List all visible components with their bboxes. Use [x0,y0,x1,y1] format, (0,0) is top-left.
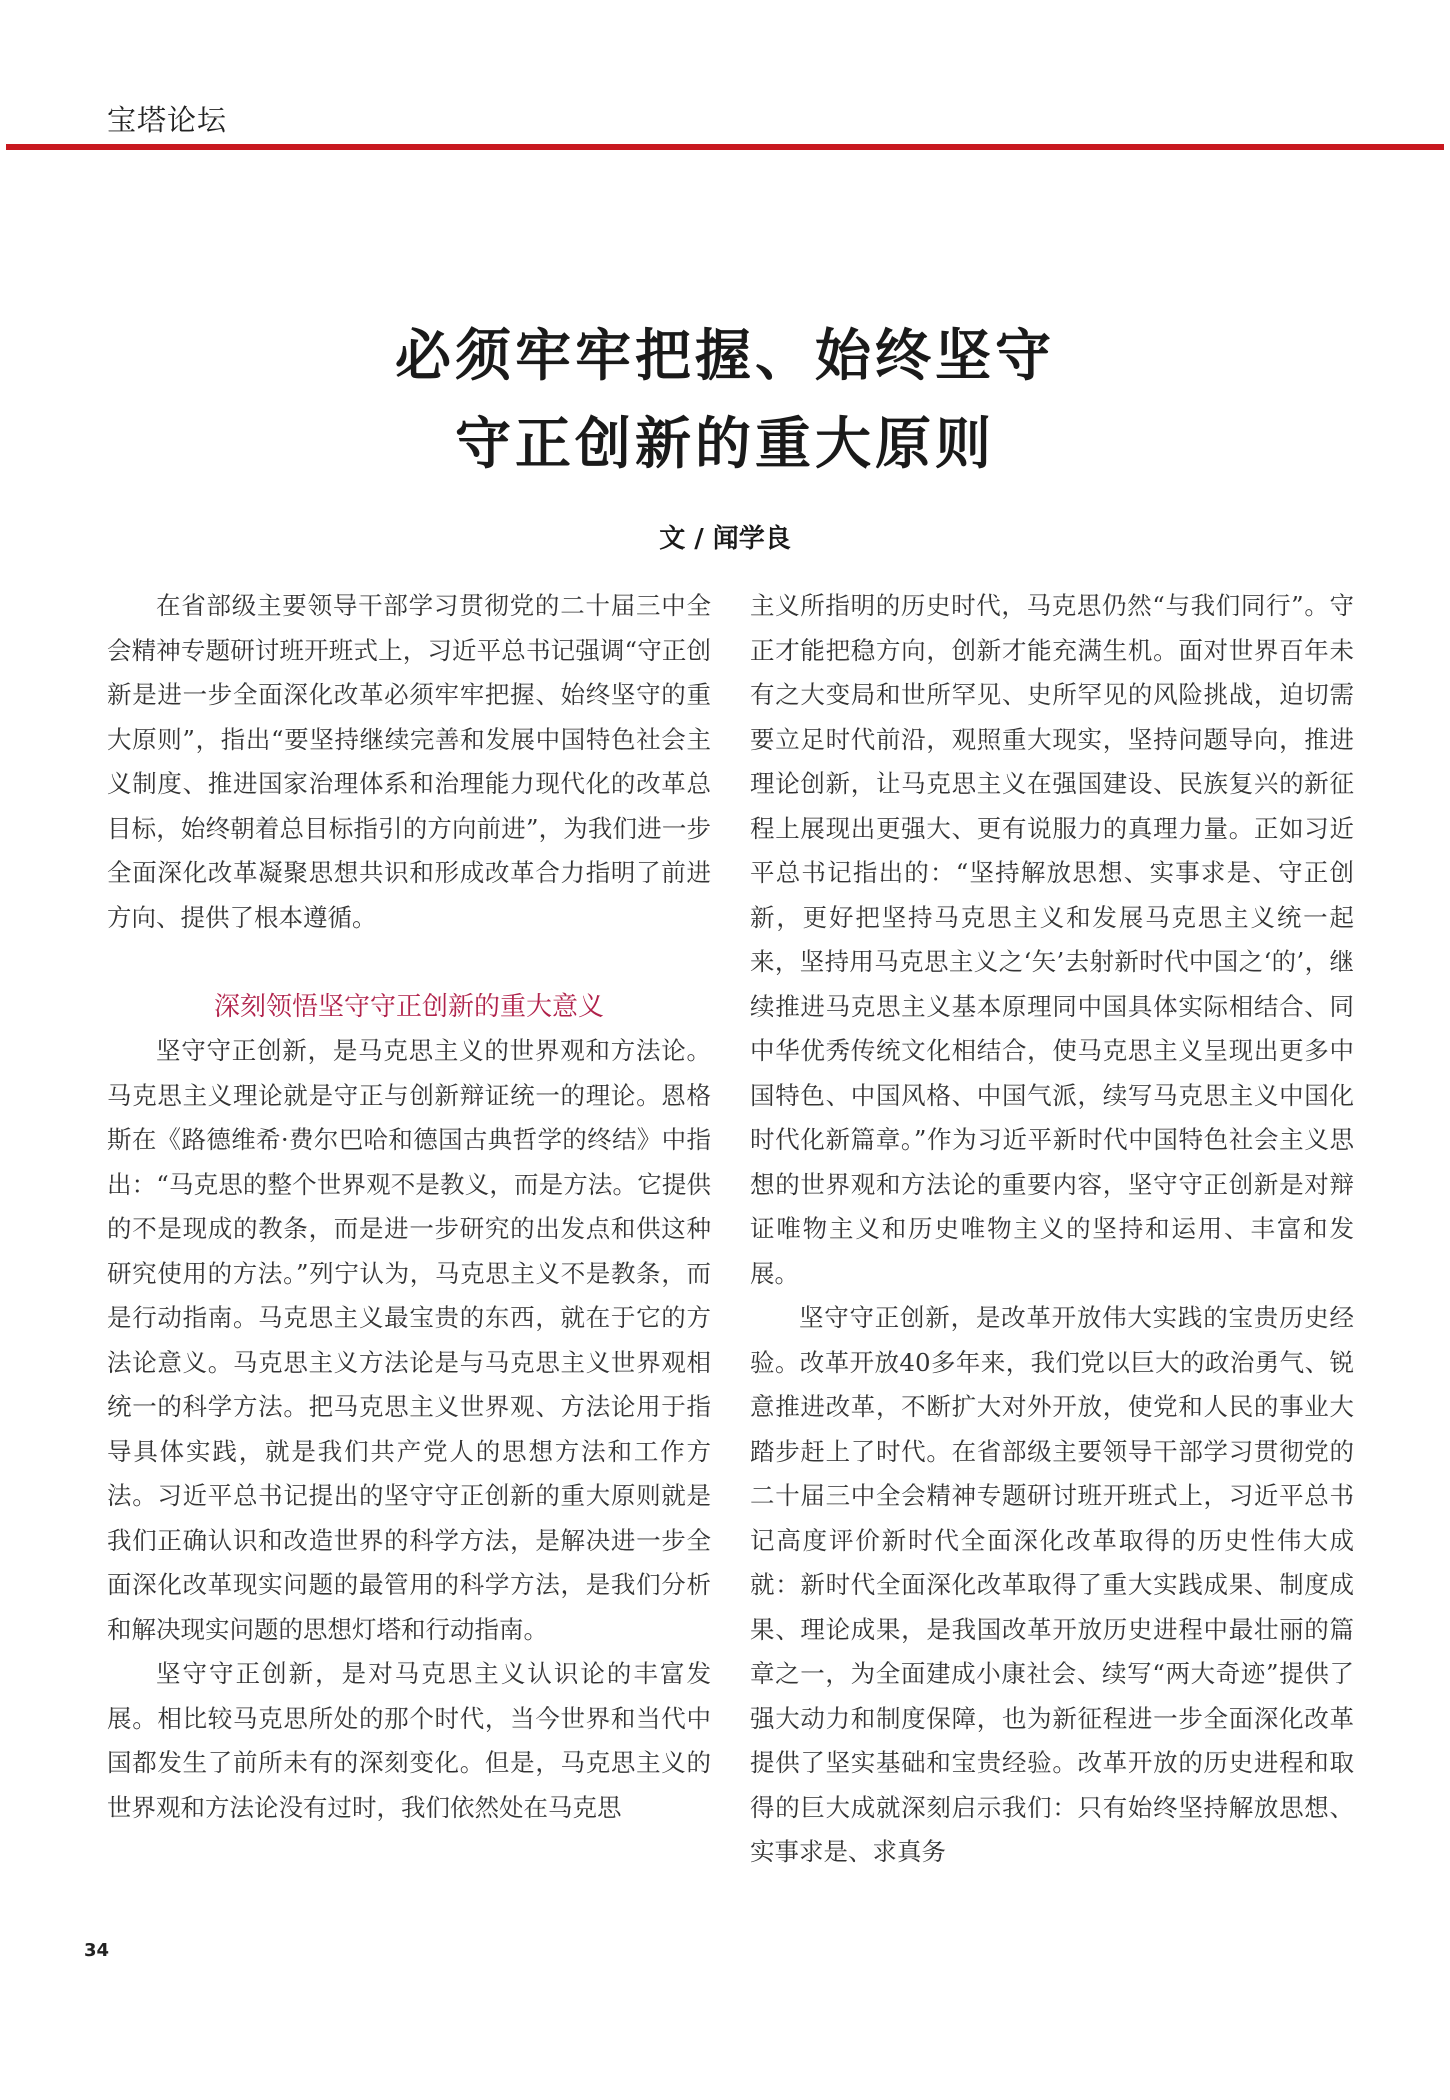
body-paragraph: 坚守守正创新，是马克思主义的世界观和方法论。马克思主义理论就是守正与创新辩证统一的理论。恩格斯在《路德维希·费尔巴哈和德国古典哲学的终结》中指出：“马克思的整个世界观不是教义，而是方法。它提供的不是现成的教条，而是进一步研究的出发点和供这种研究使用的方法。”列宁认为，马克思主义不是教条，而是行动指南。马克思主义最宝贵的东西，就在于它的方法论意义。马克思主义方法论是与马克思主义世界观相统一的科学方法。把马克思主义世界观、方法论用于指导具体实践，就是我们共产党人的思想方法和工作方法。习近平总书记提出的坚守守正创新的重大原则就是我们正确认识和改造世界的科学方法，是解决进一步全面深化改革现实问题的最管用的科学方法，是我们分析和解决现实问题的思想灯塔和行动指南。 [107,1036,711,1644]
right-column [750,584,1354,1875]
article-byline: 文 / 闻学良 [659,524,791,554]
body-paragraph-continued: 主义所指明的历史时代，马克思仍然“与我们同行”。守正才能把稳方向，创新才能充满生机。面对世界百年未有之大变局和世所罕见、史所罕见的风险挑战，迫切需要立足时代前沿，观照重大现实，坚持问题导向，推进理论创新，让马克思主义在强国建设、民族复兴的新征程上展现出更强大、更有说服力的真理力量。正如习近平总书记指出的：“坚持解放思想、实事求是、守正创新，更好把坚持马克思主义和发展马克思主义统一起来，坚持用马克思主义之‘矢’去射新时代中国之‘的’，继续推进马克思主义基本原理同中国具体实际相结合、同中华优秀传统文化相结合，使马克思主义呈现出更多中国特色、中国风格、中国气派，续写马克思主义中国化时代化新篇章。”作为习近平新时代中国特色社会主义思想的世界观和方法论的重要内容，坚守守正创新是对辩证唯物主义和历史唯物主义的坚持和运用、丰富和发展。 [750,591,1354,1288]
left-column [107,584,711,1830]
body-paragraph: 坚守守正创新，是改革开放伟大实践的宝贵历史经验。改革开放40多年来，我们党以巨大的政治勇气、锐意推进改革，不断扩大对外开放，使党和人民的事业大踏步赶上了时代。在省部级主要领导干部学习贯彻党的二十届三中全会精神专题研讨班开班式上，习近平总书记高度评价新时代全面深化改革取得的历史性伟大成就：新时代全面深化改革取得了重大实践成果、制度成果、理论成果，是我国改革开放历史进程中最壮丽的篇章之一，为全面建成小康社会、续写“两大奇迹”提供了强大动力和制度保障，也为新征程进一步全面深化改革提供了坚实基础和宝贵经验。改革开放的历史进程和取得的巨大成就深刻启示我们：只有始终坚持解放思想、实事求是、求真务 [750,1303,1354,1866]
article-title-line-2: 守正创新的重大原则 [455,412,995,477]
header-divider [6,144,1444,150]
intro-paragraph: 在省部级主要领导干部学习贯彻党的二十届三中全会精神专题研讨班开班式上，习近平总书记强调“守正创新是进一步全面深化改革必须牢牢把握、始终坚守的重大原则”，指出“要坚持继续完善和发展中国特色社会主义制度、推进国家治理体系和治理能力现代化的改革总目标，始终朝着总目标指引的方向前进”，为我们进一步全面深化改革凝聚思想共识和形成改革合力指明了前进方向、提供了根本遵循。 [107,591,711,932]
body-paragraph: 坚守守正创新，是对马克思主义认识论的丰富发展。相比较马克思所处的那个时代，当今世界和当代中国都发生了前所未有的深刻变化。但是，马克思主义的世界观和方法论没有过时，我们依然处在马克思 [107,1659,711,1822]
section-label: 宝塔论坛 [107,103,228,137]
page-number: 34 [84,1940,110,1961]
article-title-line-1: 必须牢牢把握、始终坚守 [395,324,1055,389]
section-heading: 深刻领悟坚守守正创新的重大意义 [213,991,604,1022]
